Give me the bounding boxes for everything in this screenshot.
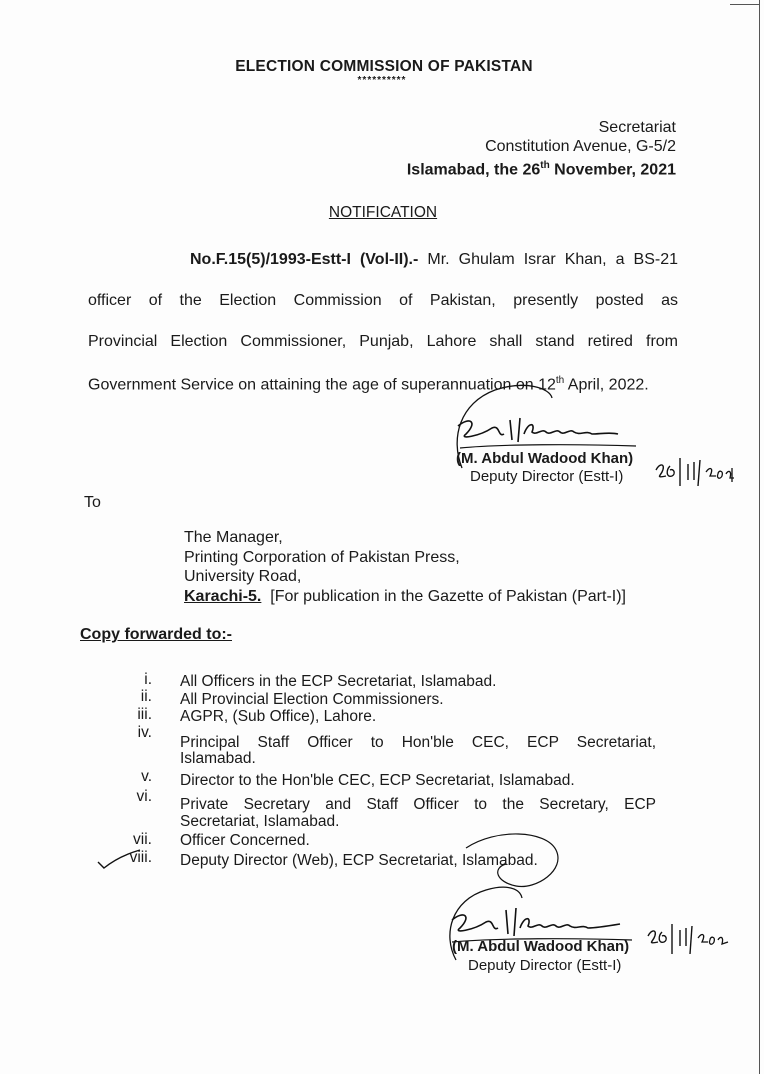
signature-1-designation: Deputy Director (Estt-I) [470,468,624,485]
list-item-text: All Provincial Election Commissioners. [180,691,444,708]
notification-line-4-post: April, 2022. [564,376,649,394]
notification-line-1-text: Mr. Ghulam Israr Khan, a BS-21 [427,251,678,268]
notification-line-4-sup: th [555,375,565,386]
list-item-text: Officer Concerned. [180,832,310,849]
list-item-number: viii. [129,849,152,866]
copy-forwarded-heading: Copy forwarded to:- [80,626,232,643]
date-line-pre: Islamabad, the 26 [406,161,541,179]
notification-line-2: officer of the Election Commission of Pakistan, presently posted as [88,292,678,309]
addressee-line-2: Printing Corporation of Pakistan Press, [184,549,460,566]
signature-2-designation: Deputy Director (Estt-I) [468,957,622,974]
addressee-line-4 [184,588,626,606]
address-line-1: Secretariat [598,119,676,136]
address-line-2: Constitution Avenue, G-5/2 [485,138,676,155]
notification-line-3: Provincial Election Commissioner, Punjab, Lahore shall stand retired from [88,333,678,350]
to-label: To [84,494,101,511]
list-item-number: iv. [137,724,152,741]
addressee-city: Karachi-5. [184,588,262,605]
notification-title [0,204,764,222]
signature-1-name: (M. Abdul Wadood Khan) [456,450,634,467]
list-item-text: Deputy Director (Web), ECP Secretariat, Islamabad. [180,852,538,869]
date-line [407,157,676,179]
list-item-text: Private Secretary and Staff Officer to the Secretary, ECP [180,796,656,813]
list-item-text: AGPR, (Sub Office), Lahore. [180,708,377,725]
list-item-number: v. [141,768,152,785]
list-item-number: iii. [137,706,152,723]
addressee-line-3: University Road, [184,568,302,585]
page-edge-line [759,0,760,1074]
list-item-number: vi. [136,788,152,805]
notification-line-1 [190,251,678,269]
signature-2-name: (M. Abdul Wadood Khan) [452,938,630,955]
signature-1-handwritten-date [652,452,736,492]
notification-line-4-pre: Government Service on attaining the age of superannuation on 12 [88,376,556,394]
notification-title-text: NOTIFICATION [328,204,438,221]
list-item-number: ii. [140,688,152,705]
tick-mark [96,848,142,870]
list-item-number: vii. [133,831,152,848]
list-item-text-continued: Islamabad. [180,750,256,767]
list-item-text: All Officers in the ECP Secretariat, Islamabad. [180,673,497,690]
list-item-text: Director to the Hon'ble CEC, ECP Secretariat, Islamabad. [180,772,575,789]
page-edge-mark [730,4,760,5]
list-item-number: i. [144,671,152,688]
list-item-text-continued: Secretariat, Islamabad. [180,813,340,830]
header-stars: ********** [357,75,407,86]
date-line-post: November, 2021 [549,161,676,179]
addressee-line-1: The Manager, [184,529,283,546]
list-item-text: Principal Staff Officer to Hon'ble CEC, ECP Secretariat, [180,734,656,751]
date-line-sup: th [540,160,550,171]
organization-header: ELECTION COMMISSION OF PAKISTAN [235,58,533,75]
addressee-note: [For publication in the Gazette of Pakistan (Part-I)] [270,588,626,605]
notification-ref: No.F.15(5)/1993-Estt-I (Vol-II).- [190,251,419,268]
signature-2-handwritten-date [644,920,730,960]
